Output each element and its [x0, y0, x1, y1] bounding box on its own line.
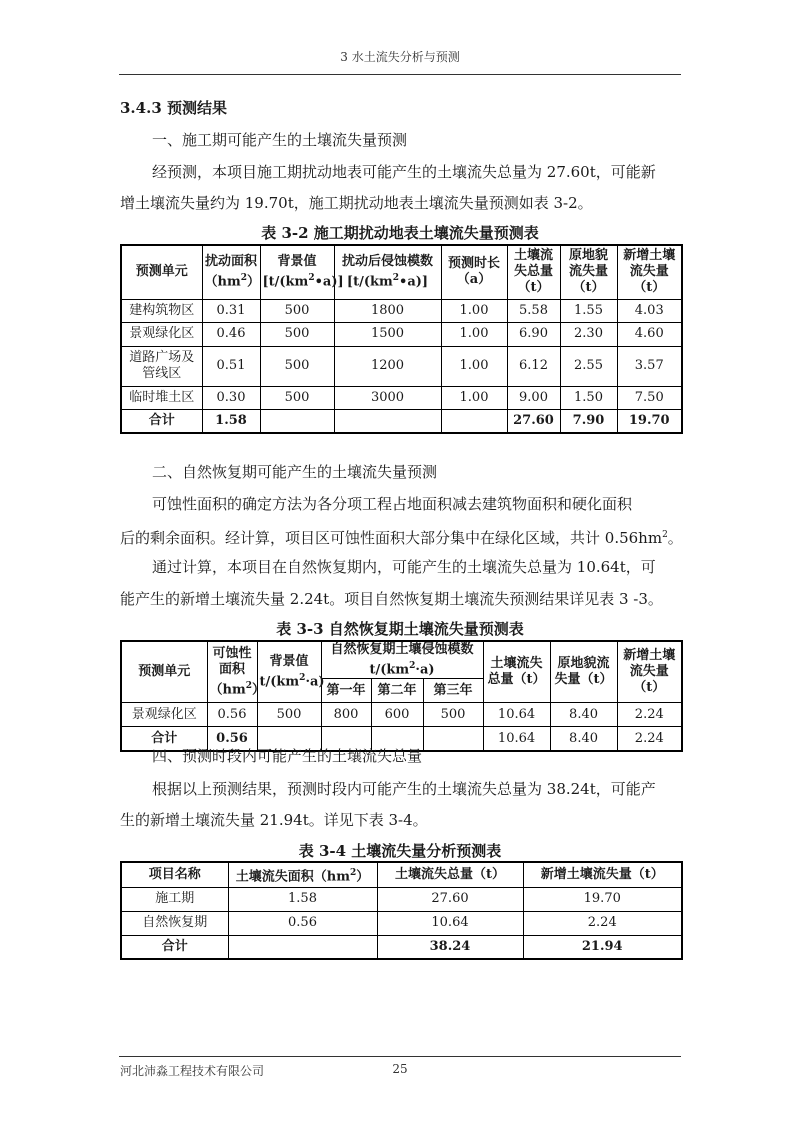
cell: 27.60 [507, 409, 560, 433]
cell: 1.50 [560, 386, 617, 409]
subheading-natural-recovery: 二、自然恢复期可能产生的土壤流失量预测 [152, 463, 438, 481]
header-cell: 第一年 [321, 679, 371, 703]
cell: 合计 [121, 727, 207, 751]
header-cell: 第三年 [423, 679, 483, 703]
cell: 19.70 [617, 409, 682, 433]
cell: 2.24 [523, 911, 682, 935]
cell: 1.58 [202, 409, 260, 433]
header-cell: 预测单元 [121, 641, 207, 703]
cell: 0.31 [202, 299, 260, 322]
table-row [121, 887, 682, 911]
cell: 7.50 [617, 386, 682, 409]
header-cell: 土壤流 失总量 （t） [507, 245, 560, 299]
header-cell: 背景值 $t/(km^2\cdot a)$ [257, 641, 321, 703]
cell: 合计 [121, 409, 202, 433]
page-number: 25 [392, 1062, 408, 1076]
cell: 3000 [334, 386, 441, 409]
table-caption: 表 3-2 施工期扰动地表土壤流失量预测表 [261, 224, 539, 242]
table-row [121, 911, 682, 935]
paragraph-line: 增土壤流失量约为 19.70t，施工期扰动地表土壤流失量预测如表 3-2。 [120, 194, 593, 212]
table-caption: 表 3-4 土壤流失量分析预测表 [298, 842, 502, 860]
cell: 0.56 [207, 727, 257, 751]
cell: 合计 [121, 935, 228, 959]
header-cell: 可蚀性 面积 $(hm^2)$ [207, 641, 257, 703]
cell: 500 [260, 299, 334, 322]
paragraph-line: 通过计算，本项目在自然恢复期内，可能产生的土壤流失总量为 10.64t，可 [152, 558, 656, 576]
cell: 10.64 [483, 703, 550, 727]
footer-company: 河北沛淼工程技术有限公司 [120, 1064, 265, 1078]
cell: 0.30 [202, 386, 260, 409]
cell: 6.90 [507, 322, 560, 346]
table-row [121, 346, 682, 386]
subheading-total-period: 四、预测时段内可能产生的土壤流失总量 [152, 747, 423, 765]
cell: 19.70 [523, 887, 682, 911]
header-cell: 扰动后侵蚀模数 $[t/(km^2•a)]$ [334, 245, 441, 299]
cell: 10.64 [483, 727, 550, 751]
cell: 4.60 [617, 322, 682, 346]
cell: 1.00 [441, 299, 507, 322]
cell: 景观绿化区 [121, 703, 207, 727]
cell: 500 [260, 346, 334, 386]
paragraph-line: 根据以上预测结果，预测时段内可能产生的土壤流失总量为 38.24t，可能产 [152, 780, 656, 798]
cell: 1.58 [228, 887, 377, 911]
cell: 7.90 [560, 409, 617, 433]
header-cell: 新增土壤 流失量（t） [617, 641, 682, 703]
cell: 38.24 [377, 935, 523, 959]
cell [260, 409, 334, 433]
table-erosion-summary [120, 861, 683, 960]
header-cell: 扰动面积 $(hm^2)$ [202, 245, 260, 299]
cell: 1500 [334, 322, 441, 346]
table-total-row [121, 409, 682, 433]
paragraph-line: 能产生的新增土壤流失量 2.24t。项目自然恢复期土壤流失预测结果详见表 3 -3。 [120, 590, 663, 608]
paragraph-line: 经预测，本项目施工期扰动地表可能产生的土壤流失总量为 27.60t，可能新 [152, 163, 656, 181]
cell: 9.00 [507, 386, 560, 409]
header-cell: 土壤流失总量（t） [377, 862, 523, 887]
cell: 600 [371, 703, 423, 727]
header-cell: 项目名称 [121, 862, 228, 887]
table-row [121, 703, 682, 727]
paragraph-line: 后的剩余面积。经计算，项目区可蚀性面积大部分集中在绿化区域，共计 $0.56hm^2$。 [120, 529, 683, 547]
table-total-row [121, 935, 682, 959]
cell: 施工期 [121, 887, 228, 911]
header-cell: 预测单元 [121, 245, 202, 299]
table-header-row [121, 641, 682, 679]
cell: 0.46 [202, 322, 260, 346]
section-heading: 3.4.3 预测结果 [120, 99, 227, 117]
header-cell: 背景值 $[t/(km^2•a)]$ [260, 245, 334, 299]
table-header-row [121, 245, 682, 299]
cell: 500 [260, 322, 334, 346]
header-cell: 土壤流失 总量（t） [483, 641, 550, 703]
cell: 1.55 [560, 299, 617, 322]
cell: 2.30 [560, 322, 617, 346]
table-natural-recovery-erosion [120, 640, 683, 752]
cell: 800 [321, 703, 371, 727]
cell: 1800 [334, 299, 441, 322]
cell: 8.40 [550, 727, 617, 751]
cell: 3.57 [617, 346, 682, 386]
cell: 4.03 [617, 299, 682, 322]
table-row [121, 322, 682, 346]
cell: 1.00 [441, 322, 507, 346]
header-cell: 新增土壤流失量（t） [523, 862, 682, 887]
header-cell: 原地貌 流失量 （t） [560, 245, 617, 299]
cell: 0.51 [202, 346, 260, 386]
cell: 建构筑物区 [121, 299, 202, 322]
cell: 27.60 [377, 887, 523, 911]
header-cell: 预测时长 （a） [441, 245, 507, 299]
cell: 0.56 [228, 911, 377, 935]
cell: 2.24 [617, 703, 682, 727]
cell: 500 [423, 703, 483, 727]
subheading-construction: 一、施工期可能产生的土壤流失量预测 [152, 131, 408, 149]
header-cell: 土壤流失面积$(hm^2)$ [228, 862, 377, 887]
cell [441, 409, 507, 433]
table-caption: 表 3-3 自然恢复期土壤流失量预测表 [276, 620, 524, 638]
cell: 1.00 [441, 386, 507, 409]
running-header: 3 水土流失分析与预测 [340, 50, 460, 64]
cell: 1200 [334, 346, 441, 386]
cell: 临时堆土区 [121, 386, 202, 409]
cell [228, 935, 377, 959]
table-header-row [121, 862, 682, 887]
header-rule [119, 74, 681, 75]
cell: 景观绿化区 [121, 322, 202, 346]
cell: 6.12 [507, 346, 560, 386]
cell: 500 [257, 703, 321, 727]
paragraph-line: 可蚀性面积的确定方法为各分项工程占地面积减去建筑物面积和硬化面积 [152, 495, 633, 513]
cell: 8.40 [550, 703, 617, 727]
cell: 5.58 [507, 299, 560, 322]
cell: 21.94 [523, 935, 682, 959]
table-row [121, 386, 682, 409]
header-cell: 原地貌流 失量（t） [550, 641, 617, 703]
cell: 1.00 [441, 346, 507, 386]
cell [334, 409, 441, 433]
cell: 500 [260, 386, 334, 409]
header-cell: 第二年 [371, 679, 423, 703]
header-cell: 自然恢复期土壤侵蚀模数 $t/(km^2\cdot a)$ [321, 641, 483, 679]
cell: 10.64 [377, 911, 523, 935]
cell: 0.56 [207, 703, 257, 727]
header-cell: 新增土壤 流失量（t） [617, 245, 682, 299]
cell: 2.55 [560, 346, 617, 386]
cell [423, 727, 483, 751]
cell: 道路广场及 管线区 [121, 346, 202, 386]
table-row [121, 299, 682, 322]
cell: 2.24 [617, 727, 682, 751]
cell: 自然恢复期 [121, 911, 228, 935]
footer-rule [119, 1056, 681, 1057]
paragraph-line: 生的新增土壤流失量 21.94t。详见下表 3-4。 [120, 811, 428, 829]
table-construction-period-erosion [120, 244, 683, 434]
